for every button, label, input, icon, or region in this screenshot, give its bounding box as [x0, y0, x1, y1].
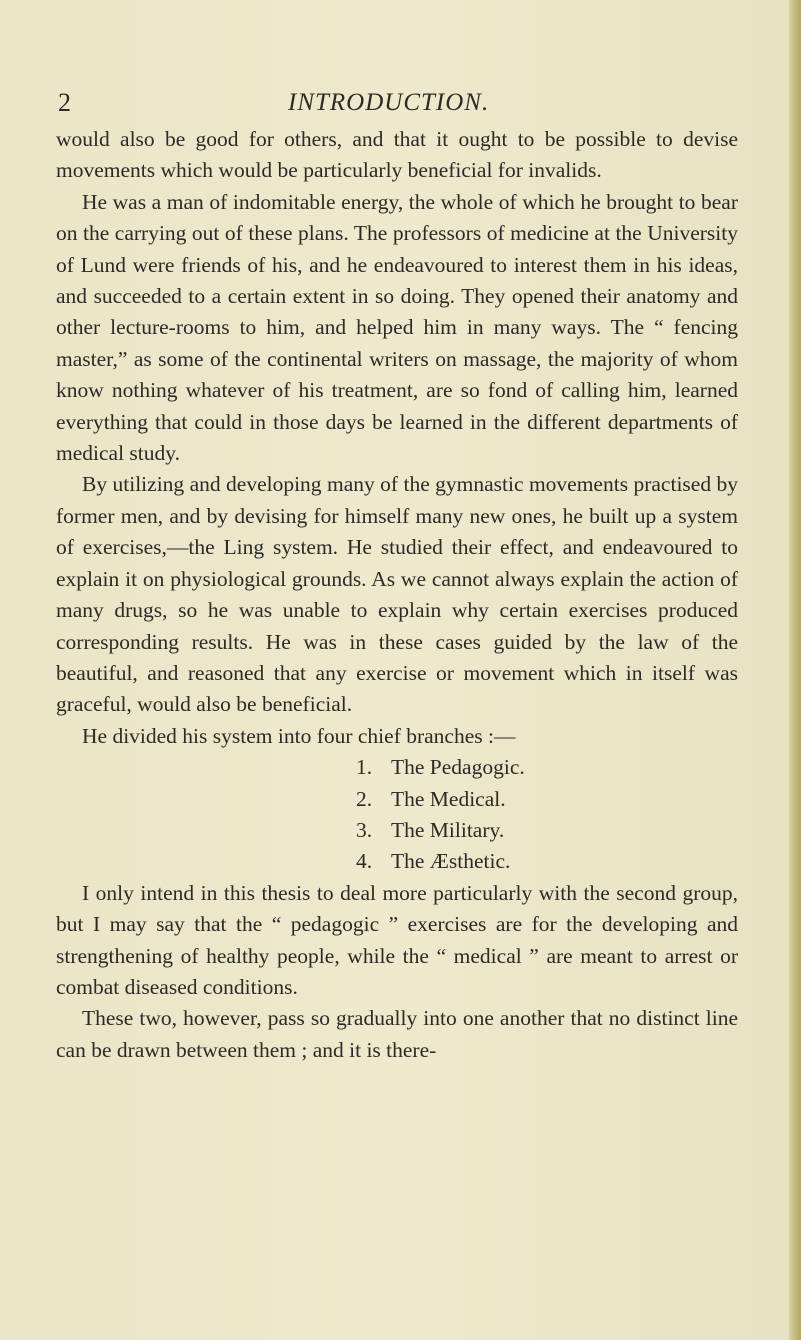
page-edge: [789, 0, 801, 1340]
list-item-label: The Military.: [391, 817, 505, 842]
page-number: 2: [58, 88, 71, 117]
list-item-label: The Medical.: [391, 786, 506, 811]
list-item: [56, 752, 738, 783]
paragraph-5: I only intend in this thesis to deal more particularly with the second group, but I may say that the “ pedagogic ” exercises are for the developing and strengthening of healthy people, while the “ medical ” are meant to arrest or combat diseased conditions.: [56, 880, 738, 999]
list-item-number: 2.: [356, 786, 373, 811]
list-item-number: 4.: [356, 849, 373, 874]
paragraph-2: He was a man of indomitable energy, the whole of which he brought to bear on the carrying out of these plans. The professors of medicine at the University of Lund were friends of his, and he endeavoured to interest them in his ideas, and succeeded to a certain extent in so doing. They opened their anatomy and other lecture-rooms to him, and helped him in many ways. The “ fencing master,” as some of the continental writers on massage, the majority of whom know nothing whatever of his treatment, are so fond of calling him, learned everything that could in those days be learned in the different departments of medical study.: [56, 189, 738, 466]
branches-list: [56, 752, 738, 878]
list-item: [56, 784, 738, 815]
paragraph-4: He divided his system into four chief branches :—: [82, 723, 516, 748]
list-item: [56, 815, 738, 846]
page-header: [0, 86, 801, 120]
paragraph-6: These two, however, pass so gradually into one another that no distinct line can be drawn between them ; and it is there-: [56, 1006, 738, 1062]
running-head: INTRODUCTION.: [288, 89, 490, 116]
list-item-label: The Pedagogic.: [391, 755, 525, 780]
list-item-number: 1.: [356, 755, 373, 780]
list-item-number: 3.: [356, 817, 373, 842]
paragraph-3: By utilizing and developing many of the gymnastic movements practised by former men, and by devising for himself many new ones, he built up a system of exercises,—the Ling system. He studied their effect, and endeavoured to explain it on physiological grounds. As we cannot always explain the action of many drugs, so he was unable to explain why certain exercises produced corresponding results. He was in these cases guided by the law of the beautiful, and reasoned that any exercise or movement which in itself was graceful, would also be beneficial.: [56, 472, 738, 717]
paragraph-1: would also be good for others, and that it ought to be possible to devise movements which would be particularly beneficial for invalids.: [56, 127, 738, 183]
list-item: [56, 846, 738, 877]
body-text: [56, 124, 738, 1066]
list-item-label: The Æsthetic.: [391, 849, 511, 874]
